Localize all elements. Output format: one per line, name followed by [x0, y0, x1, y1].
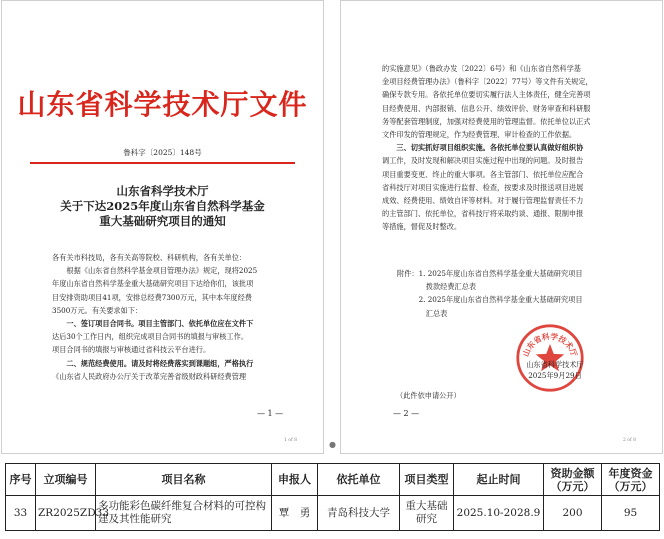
body-line: 《山东省人民政府办公厅关于改革完善省级财政科研经费管理 [52, 371, 247, 381]
attachment-line: 附件：1. 2025年度山东省自然科学基金重大基础研究项目 [397, 269, 583, 278]
column-header: 依托单位 [318, 464, 400, 496]
page-number: — 2 — [393, 409, 420, 418]
project-table [5, 463, 660, 531]
body-line: 务等配套管理制度，加强对经费使用的管理监督。依托单位以正式 [382, 116, 591, 126]
section-heading-line: 二、规范经费使用。请及时将经费落实到课题组，严格执行 [52, 358, 254, 368]
notice-title-line: 关于下达2025年度山东省自然科学基金 [60, 199, 265, 213]
body-line: 省科技厅对项目实施进行监督、检查，按要求及时报送项目进展 [382, 182, 584, 192]
column-header: 项目名称 [96, 464, 272, 496]
signature-org: 山东省科学技术厅 [526, 360, 584, 369]
body-line: 确保专款专用。各依托单位要切实履行法人主体责任，健全完善项 [382, 90, 591, 100]
table-header-row [6, 464, 660, 496]
page-footer: 2 of 8 [623, 438, 636, 443]
body-line: 的主管部门、依托单位，省科技厅将采取约谈、通报、限制申报 [382, 209, 584, 219]
table-cell: 33 [6, 496, 36, 531]
column-header: 申报人 [272, 464, 318, 496]
notice-body [382, 62, 632, 234]
body-line: 达后30个工作日内，组织完成项目合同书的填报与审核工作。 [52, 332, 249, 342]
table-cell: 2025.10-2028.9 [454, 496, 544, 531]
column-header: 项目类型 [400, 464, 454, 496]
body-line: 调工作，及时发现和解决项目实施过程中出现的问题。及时报告 [382, 156, 584, 166]
table-cell: 95 [602, 496, 660, 531]
page-number: — 1 — [257, 409, 284, 418]
table-cell: 重大基础研究 [400, 496, 454, 531]
notice-body [52, 251, 292, 383]
body-line: 的实施意见》（鲁政办发〔2022〕6号）和《山东省自然科学基 [382, 64, 581, 73]
official-seal-icon [515, 323, 585, 393]
body-line: 项目重要变更、终止的重大事项。各主管部门、依托单位应配合 [382, 169, 584, 179]
attachment-line: 拨款经费汇总表 [397, 282, 477, 292]
document-number: 鲁科字〔2025〕148号 [123, 148, 202, 157]
column-header: 起止时间 [454, 464, 544, 496]
notice-title-line: 山东省科学技术厅 [116, 184, 209, 198]
body-line: 目安排资助项目41项，安排总经费7300万元，其中本年度经费 [52, 292, 252, 302]
column-header: 资助金额（万元） [544, 464, 602, 496]
body-line: 年度山东省自然科学基金重大基础研究项目下达给你们，该批项 [52, 279, 254, 289]
table-cell: 青岛科技大学 [318, 496, 400, 531]
column-header: 年度资金（万元） [602, 464, 660, 496]
body-line: 成效、经费使用、绩效自评等材料。对于履行管理监督责任不力 [382, 196, 584, 206]
page-footer: 1 of 8 [284, 438, 297, 443]
table-cell: 多功能彩色碳纤维复合材料的可控构建及其性能研究 [96, 496, 272, 531]
public-note: （此件依申请公开） [396, 391, 461, 400]
column-header: 序号 [6, 464, 36, 496]
body-line: 金项目经费管理办法》（鲁科字〔2022〕77号）等文件有关规定， [382, 77, 593, 87]
body-line: 项目合同书的填报与审核通过省科技云平台进行。 [52, 345, 211, 355]
signature-block [496, 359, 614, 381]
table-row [6, 496, 660, 531]
body-line: 等措施，督促及时整改。 [382, 222, 462, 232]
svg-text:山东省科学技术厅: 山东省科学技术厅 [521, 331, 579, 358]
signature-date: 2025年9月29日 [528, 371, 582, 380]
section-heading-line: 一、签订项目合同书。项目主管部门、依托单位应在文件下 [52, 319, 254, 329]
section-heading-line: 三、切实抓好项目组织实施。各依托单位要认真做好组织协 [382, 143, 584, 153]
body-line: 目经费使用、内部报销、信息公开、绩效评价、财务审查和科研服 [382, 103, 591, 113]
attachment-line: 汇总表 [397, 308, 448, 318]
body-line: 文件印发的管理规定，作为经费管理、审计检查的工作依据。 [382, 130, 577, 140]
column-header: 立项编号 [36, 464, 96, 496]
table-cell: 覃 勇 [272, 496, 318, 531]
document-page-2 [340, 0, 663, 454]
table-cell: 200 [544, 496, 602, 531]
body-line: 3500万元。有关要求如下： [52, 305, 143, 315]
table-cell: ZR2025ZD33 [36, 496, 96, 531]
body-line: 根据《山东省自然科学基金项目管理办法》规定，现将2025 [52, 266, 258, 276]
document-header: 山东省科学技术厅文件 [17, 88, 308, 121]
page-separator-dot: ● [329, 440, 336, 449]
notice-title-line: 重大基础研究项目的通知 [99, 214, 226, 228]
document-page-1 [1, 0, 324, 454]
red-divider [30, 162, 295, 164]
attachment-list [397, 267, 637, 320]
attachment-line: 2. 2025年度山东省自然科学基金重大基础研究项目 [397, 295, 583, 305]
body-line: 各有关市科技局，各有关高等院校、科研机构，各有关单位： [52, 253, 247, 262]
